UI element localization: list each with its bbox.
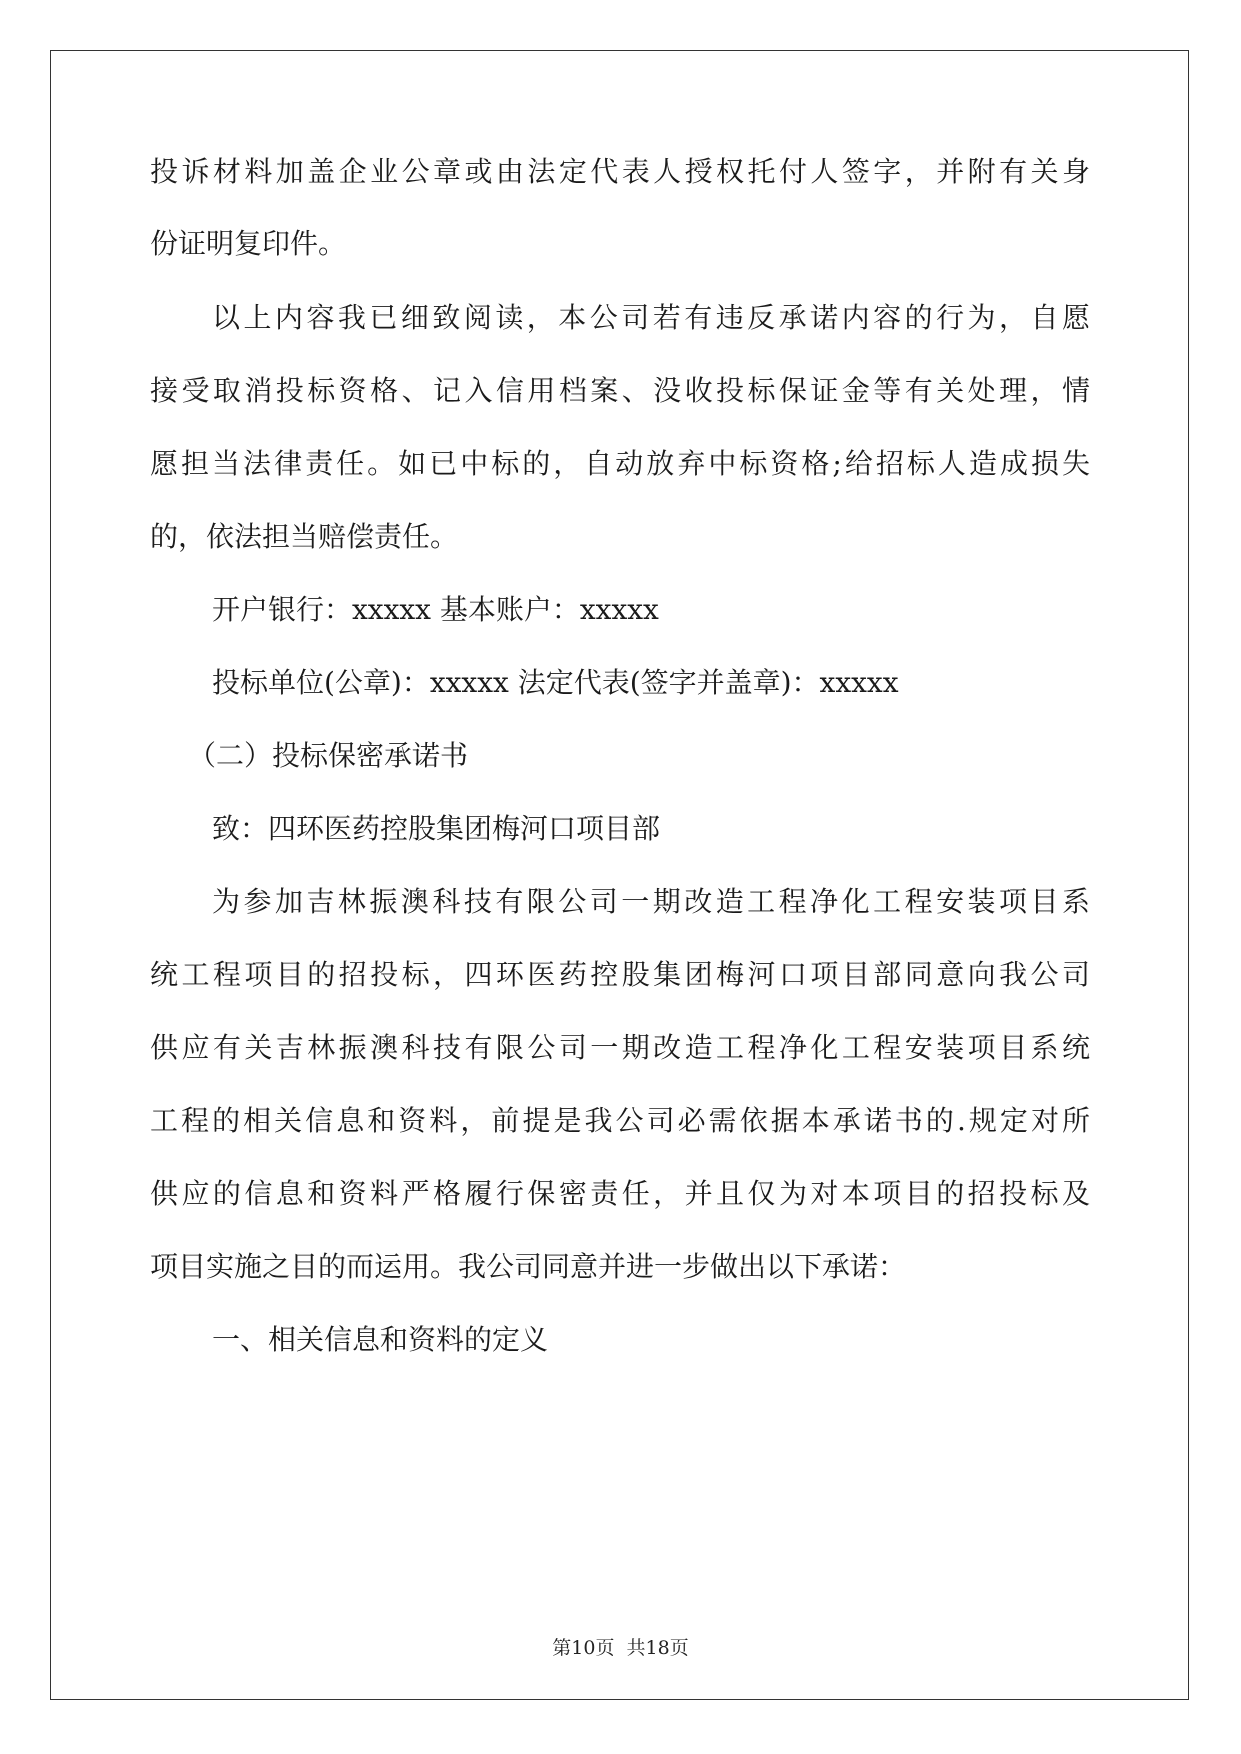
subsection-heading: 一、相关信息和资料的定义: [212, 1323, 549, 1356]
bidder-signature-line: 投标单位(公章)：xxxxx 法定代表(签字并盖章)：xxxxx: [212, 666, 899, 699]
text-line: 工程的相关信息和资料，前提是我公司必需依据本承诺书的.规定对所: [150, 1104, 1090, 1137]
text-line: 愿担当法律责任。如已中标的，自动放弃中标资格;给招标人造成损失: [150, 447, 1090, 480]
text-line: 投诉材料加盖企业公章或由法定代表人授权托付人签字，并附有关身: [150, 155, 1090, 188]
text-line: 供应有关吉林振澳科技有限公司一期改造工程净化工程安装项目系统: [150, 1031, 1090, 1064]
text-line: 供应的信息和资料严格履行保密责任，并且仅为对本项目的招投标及: [150, 1177, 1090, 1210]
addressee-line: 致：四环医药控股集团梅河口项目部: [212, 812, 661, 845]
page-number: 第10页: [552, 1637, 615, 1659]
section-heading: （二）投标保密承诺书: [188, 739, 469, 772]
page-total: 共18页: [626, 1637, 689, 1659]
page-footer: [0, 1636, 1241, 1660]
text-line: 统工程项目的招投标，四环医药控股集团梅河口项目部同意向我公司: [150, 958, 1090, 991]
text-line: 接受取消投标资格、记入信用档案、没收投标保证金等有关处理，情: [150, 374, 1090, 407]
bank-account-line: 开户银行：xxxxx 基本账户：xxxxx: [212, 593, 659, 626]
text-line: 项目实施之目的而运用。我公司同意并进一步做出以下承诺：: [150, 1250, 907, 1283]
text-line: 的，依法担当赔偿责任。: [150, 520, 459, 553]
text-line: 以上内容我已细致阅读，本公司若有违反承诺内容的行为，自愿: [212, 301, 1090, 334]
text-line: 为参加吉林振澳科技有限公司一期改造工程净化工程安装项目系: [212, 885, 1090, 918]
text-line: 份证明复印件。: [150, 227, 347, 260]
